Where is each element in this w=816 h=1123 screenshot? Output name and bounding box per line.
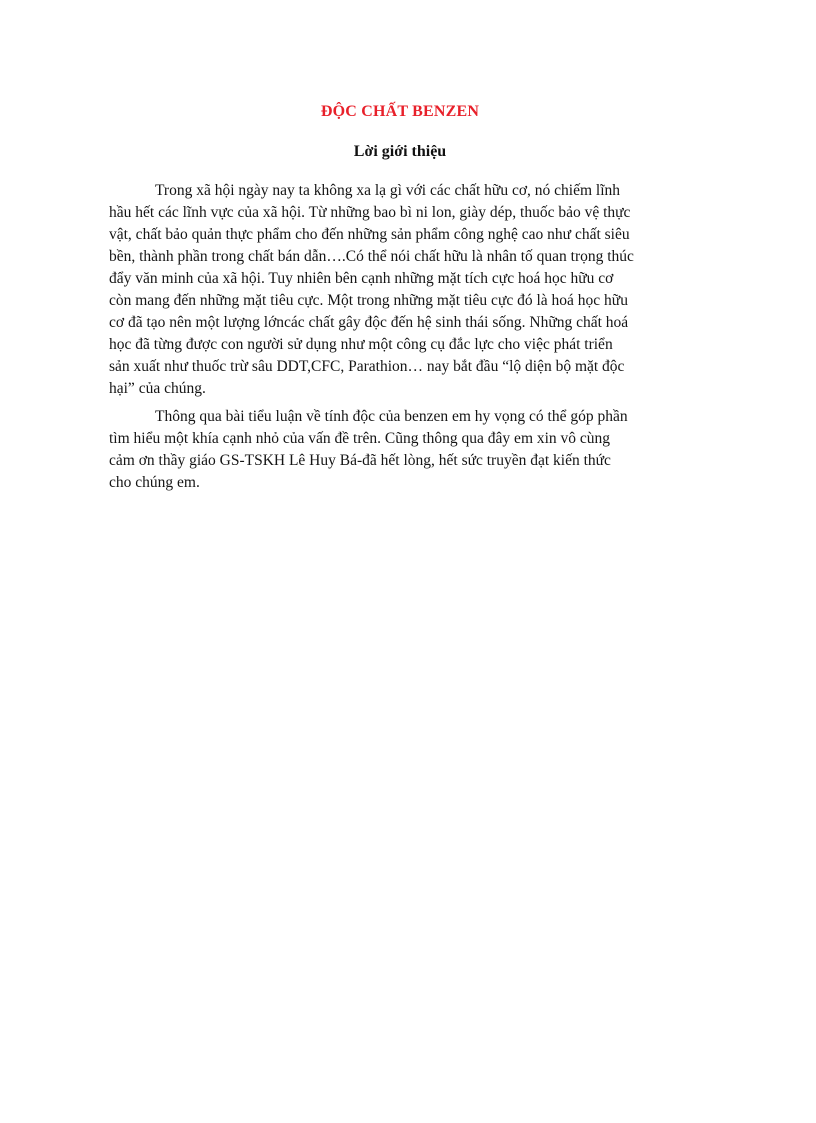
section-heading: Lời giới thiệu <box>353 143 447 160</box>
paragraph-line: còn mang đến những mặt tiêu cực. Một trong những mặt tiêu cực đó là hoá học hữu <box>109 292 628 309</box>
document-title: ĐỘC CHẤT BENZEN <box>320 103 480 120</box>
paragraph-line: Thông qua bài tiểu luận về tính độc của benzen em hy vọng có thể góp phần <box>155 408 628 425</box>
paragraph-line: cơ đã tạo nên một lượng lớncác chất gây độc đến hệ sinh thái sống. Những chất hoá <box>109 314 629 331</box>
paragraph-line: sản xuất như thuốc trừ sâu DDT,CFC, Parathion… nay bắt đầu “lộ diện bộ mặt độc <box>109 358 625 375</box>
paragraph-line: cho chúng em. <box>109 474 200 491</box>
paragraph-line: vật, chất bảo quản thực phẩm cho đến những sản phẩm công nghệ cao như chất siêu <box>109 226 630 243</box>
paragraph-line: học đã từng được con người sử dụng như một công cụ đắc lực cho việc phát triển <box>109 336 613 353</box>
paragraph-line: hại” của chúng. <box>109 380 206 397</box>
paragraph-acknowledgement <box>109 406 697 494</box>
paragraph-line: Trong xã hội ngày nay ta không xa lạ gì với các chất hữu cơ, nó chiếm lĩnh <box>155 182 621 199</box>
paragraph-line: tìm hiểu một khía cạnh nhỏ của vấn đề trên. Cũng thông qua đây em xin vô cùng <box>109 430 611 447</box>
paragraph-line: hầu hết các lĩnh vực của xã hội. Từ những bao bì ni lon, giày dép, thuốc bảo vệ thực <box>109 204 631 221</box>
paragraph-line: cảm ơn thầy giáo GS-TSKH Lê Huy Bá-đã hết lòng, hết sức truyền đạt kiến thức <box>109 452 611 469</box>
paragraph-line: bền, thành phần trong chất bán dẫn….Có thể nói chất hữu là nhân tố quan trọng thúc <box>109 248 634 265</box>
paragraph-introduction <box>109 180 697 400</box>
paragraph-line: đẩy văn minh của xã hội. Tuy nhiên bên cạnh những mặt tích cực hoá học hữu cơ <box>109 270 614 287</box>
